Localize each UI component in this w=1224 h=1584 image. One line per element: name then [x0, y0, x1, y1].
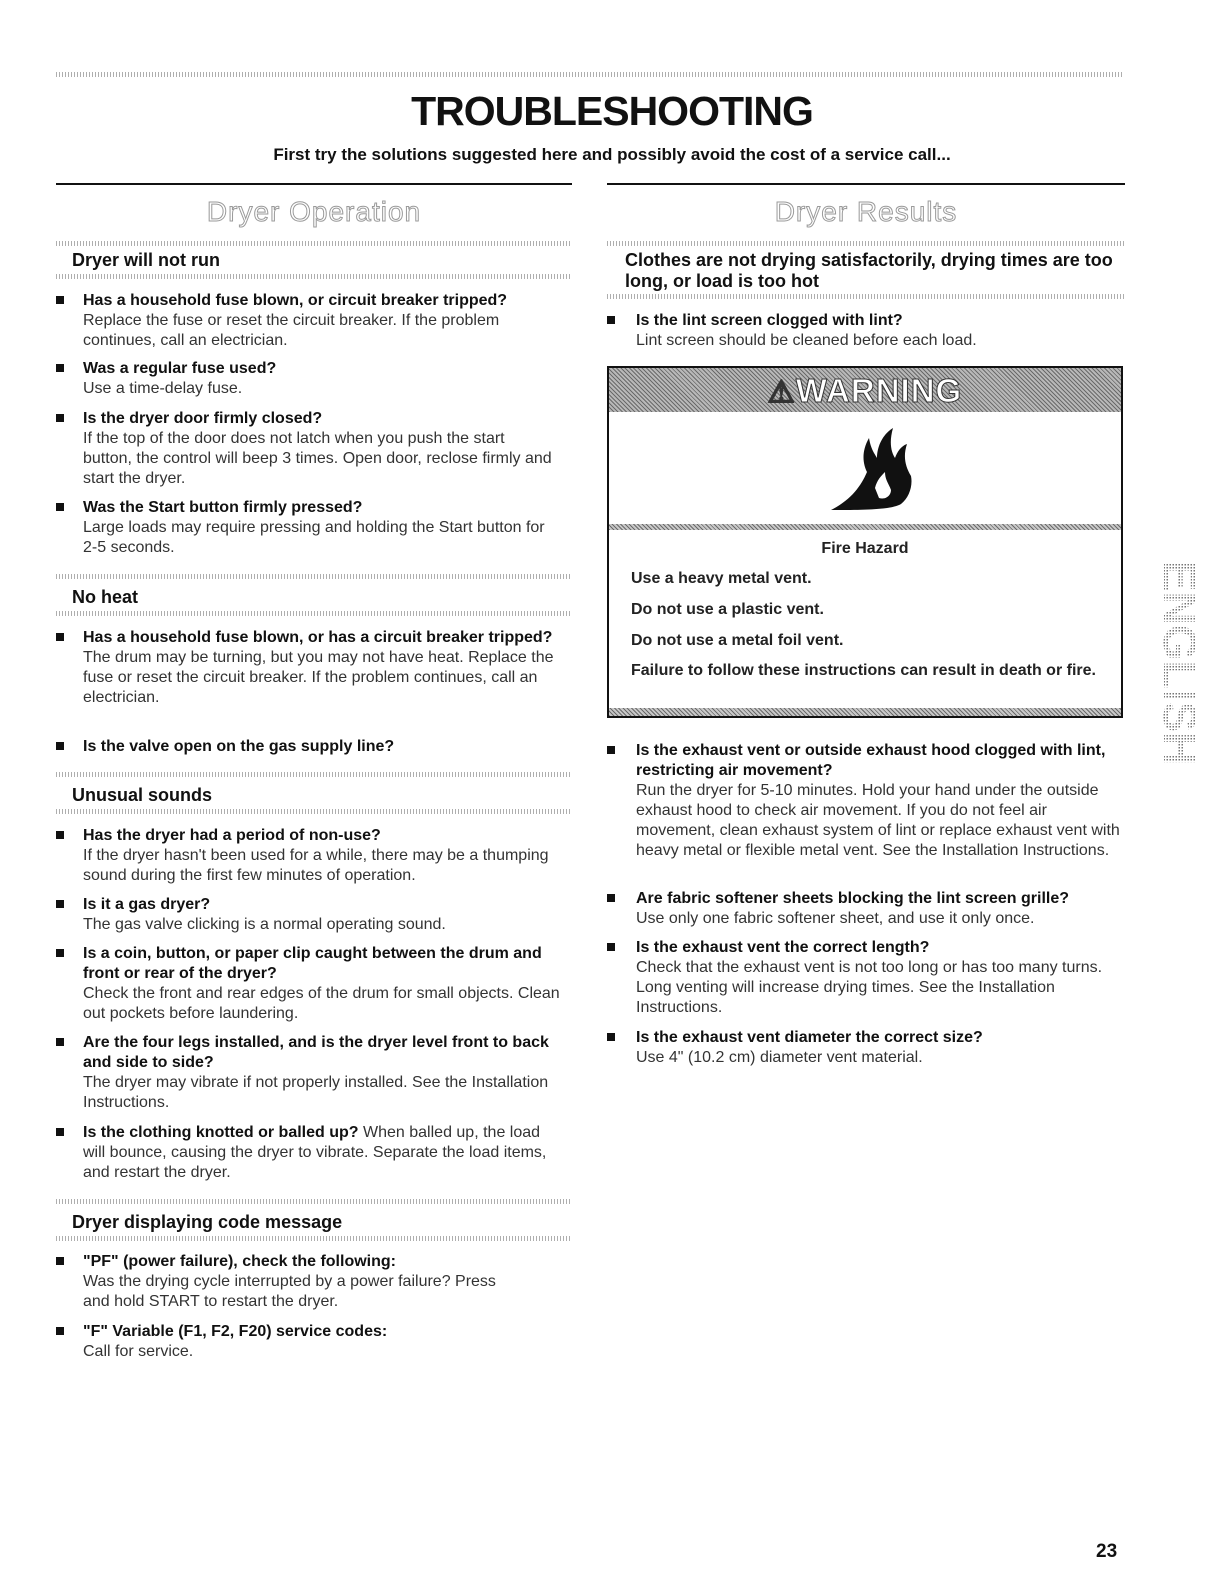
list-item [607, 311, 1117, 351]
question: Is the lint screen clogged with lint? [636, 312, 903, 329]
section-title-will-not-run: Dryer will not run [72, 250, 221, 270]
section-rule [607, 294, 1125, 299]
warning-triangle-icon: ⚠ [767, 376, 796, 409]
left-column-rule [56, 183, 572, 185]
bullet-icon [56, 1257, 64, 1265]
answer: When balled up, the load will bounce, causing the dryer to vibrate. Separate the load items, and restart the dryer. [83, 1124, 547, 1181]
warning-title: ⚠WARNING [767, 372, 963, 409]
warning-divider [609, 524, 1121, 530]
bullet-icon [56, 364, 64, 372]
bullet-icon [56, 633, 64, 641]
section-rule [56, 574, 572, 579]
warning-line: Failure to follow these instructions can result in death or fire. [631, 662, 1096, 679]
question: Is a coin, button, or paper clip caught between the drum and front or rear of the dryer? [83, 945, 542, 982]
section-rule [56, 772, 572, 777]
list-item [56, 1252, 526, 1312]
right-column-rule [607, 183, 1125, 185]
warning-bottom-band [609, 708, 1121, 716]
question: Is the clothing knotted or balled up? [83, 1124, 359, 1141]
list-item [56, 359, 556, 399]
answer: The drum may be turning, but you may not have heat. Replace the fuse or reset the circuit breaker. If the problem continues, call an electrician. [83, 649, 554, 706]
answer: The gas valve clicking is a normal operating sound. [83, 916, 446, 933]
question: Is the valve open on the gas supply line? [83, 738, 395, 755]
bullet-icon [56, 831, 64, 839]
bullet-icon [56, 1128, 64, 1136]
page-number: 23 [1096, 1541, 1118, 1562]
question: Is the exhaust vent diameter the correct size? [636, 1029, 983, 1046]
question: Was the Start button firmly pressed? [83, 499, 363, 516]
question: "PF" (power failure), check the following: [83, 1253, 396, 1270]
bullet-icon [56, 1327, 64, 1335]
page-title: TROUBLESHOOTING [411, 88, 813, 134]
section-rule [56, 611, 572, 616]
warning-header [609, 368, 1121, 412]
bullet-icon [56, 503, 64, 511]
left-column-heading: Dryer Operation [206, 196, 422, 227]
bullet-icon [607, 746, 615, 754]
bullet-icon [56, 414, 64, 422]
answer: Check the front and rear edges of the drum for small objects. Clean out pockets before laundering. [83, 985, 560, 1022]
bullet-icon [56, 296, 64, 304]
bullet-icon [607, 894, 615, 902]
list-item [56, 1033, 556, 1113]
bullet-icon [607, 943, 615, 951]
page-subtitle: First try the solutions suggested here and possibly avoid the cost of a service call... [273, 145, 951, 164]
list-item [56, 826, 556, 886]
section-rule [56, 1199, 572, 1204]
question: Is the exhaust vent the correct length? [636, 939, 930, 956]
answer: Run the dryer for 5-10 minutes. Hold your hand under the outside exhaust hood to check air movement. If you do not feel air movement, clean exhaust system of lint or replace exhaust vent with heavy metal or flexible metal vent. See the Installation Instructions. [636, 782, 1120, 859]
list-item [56, 944, 566, 1024]
question: Are fabric softener sheets blocking the lint screen grille? [636, 890, 1070, 907]
question: Is the dryer door firmly closed? [83, 410, 323, 427]
section-rule [56, 274, 572, 279]
question: Was a regular fuse used? [83, 360, 277, 377]
warning-line: Do not use a metal foil vent. [631, 632, 844, 649]
section-rule [56, 809, 572, 814]
answer: Large loads may require pressing and holding the Start button for 2-5 seconds. [83, 519, 545, 556]
fire-icon [831, 424, 913, 510]
section-title-code-message: Dryer displaying code message [72, 1212, 343, 1232]
section-title-not-drying: Clothes are not drying satisfactorily, drying times are too long, or load is too hot [625, 250, 1113, 291]
list-item [56, 737, 556, 757]
answer: Use only one fabric softener sheet, and use it only once. [636, 910, 1035, 927]
list-item [56, 498, 556, 558]
bullet-icon [56, 900, 64, 908]
question: Are the four legs installed, and is the dryer level front to back and side to side? [83, 1034, 549, 1071]
list-item [607, 889, 1122, 929]
list-item [56, 1322, 556, 1362]
list-item [607, 1028, 1122, 1068]
bullet-icon [56, 1038, 64, 1046]
question: Has a household fuse blown, or circuit breaker tripped? [83, 292, 508, 309]
question: Is the exhaust vent or outside exhaust hood clogged with lint, restricting air movement? [636, 742, 1106, 779]
bullet-icon [56, 949, 64, 957]
list-item [56, 1123, 556, 1183]
answer: Call for service. [83, 1343, 194, 1360]
answer: The dryer may vibrate if not properly installed. See the Installation Instructions. [83, 1074, 549, 1111]
list-item [607, 938, 1122, 1018]
list-item [56, 628, 556, 708]
warning-box [607, 366, 1123, 718]
list-item [607, 741, 1122, 861]
list-item [56, 409, 556, 489]
section-rule [56, 241, 572, 246]
section-rule [56, 1236, 572, 1241]
right-column-heading: Dryer Results [774, 196, 958, 227]
answer: Use a time-delay fuse. [83, 380, 243, 397]
warning-line: Do not use a plastic vent. [631, 601, 824, 618]
question: Has a household fuse blown, or has a circuit breaker tripped? [83, 629, 553, 646]
fire-hazard-label: Fire Hazard [821, 540, 909, 557]
bullet-icon [56, 742, 64, 750]
language-side-tab [1152, 560, 1206, 766]
language-side-tab-label: ENGLISH [1153, 560, 1206, 766]
section-title-unusual-sounds: Unusual sounds [72, 785, 213, 805]
question: Has the dryer had a period of non-use? [83, 827, 381, 844]
answer: Use 4" (10.2 cm) diameter vent material. [636, 1049, 923, 1066]
answer: If the dryer hasn't been used for a while, there may be a thumping sound during the first few minutes of operation. [83, 847, 549, 884]
list-item [56, 291, 556, 351]
answer: Replace the fuse or reset the circuit breaker. If the problem continues, call an electrician. [83, 312, 500, 349]
section-rule [607, 241, 1125, 246]
top-rule [56, 72, 1124, 77]
question: "F" Variable (F1, F2, F20) service codes: [83, 1323, 388, 1340]
answer: Was the drying cycle interrupted by a power failure? Press and hold START to restart the dryer. [83, 1273, 496, 1310]
warning-line: Use a heavy metal vent. [631, 570, 812, 587]
section-title-no-heat: No heat [72, 587, 139, 607]
answer: If the top of the door does not latch when you push the start button, the control will beep 3 times. Open door, reclose firmly and start the dryer. [83, 430, 552, 487]
question: Is it a gas dryer? [83, 896, 211, 913]
bullet-icon [607, 1033, 615, 1041]
answer: Lint screen should be cleaned before each load. [636, 332, 977, 349]
list-item [56, 895, 556, 935]
bullet-icon [607, 316, 615, 324]
answer: Check that the exhaust vent is not too long or has too many turns. Long venting will increase drying times. See the Installation Instructions. [636, 959, 1103, 1016]
